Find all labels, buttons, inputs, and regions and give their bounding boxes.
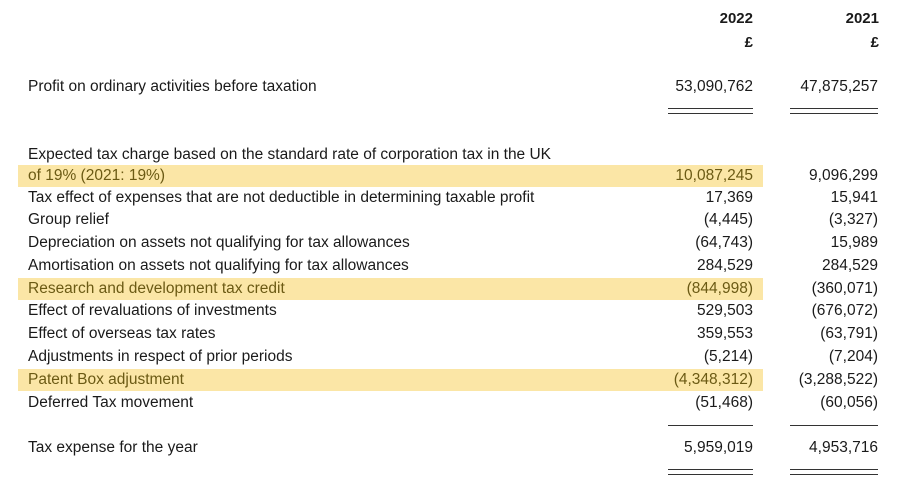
double-underline-2021 <box>790 469 878 475</box>
value-2021: (7,204) <box>828 348 878 365</box>
row-label: Deferred Tax movement <box>28 394 194 411</box>
value-2022: 5,959,019 <box>684 439 753 456</box>
row-label: Tax effect of expenses that are not deductible in determining taxable profit <box>28 189 535 206</box>
value-2021: 9,096,299 <box>809 167 878 184</box>
double-underline-2022 <box>668 469 753 475</box>
value-2021: (60,056) <box>820 394 878 411</box>
table-row <box>18 323 888 345</box>
row-label: Profit on ordinary activities before taxation <box>28 78 317 95</box>
value-2021: 15,989 <box>830 234 878 251</box>
row-label: Expected tax charge based on the standard rate of corporation tax in the UK <box>28 146 552 163</box>
value-2022: (4,348,312) <box>673 371 753 388</box>
row-label: Amortisation on assets not qualifying for tax allowances <box>28 257 409 274</box>
expected-tax-row <box>18 165 888 187</box>
value-2022: (844,998) <box>686 280 753 297</box>
value-2022: (4,445) <box>703 211 753 228</box>
table-row-highlighted <box>18 369 888 391</box>
row-label: Effect of revaluations of investments <box>28 302 277 319</box>
value-2022: (5,214) <box>703 348 753 365</box>
row-label: Group relief <box>28 211 109 228</box>
value-2021: 47,875,257 <box>800 78 878 95</box>
profit-before-tax-row <box>18 76 888 98</box>
value-2021: (360,071) <box>811 280 878 297</box>
row-label: Effect of overseas tax rates <box>28 325 216 342</box>
value-2022: 53,090,762 <box>675 78 753 95</box>
value-2021: (676,072) <box>811 302 878 319</box>
table-row <box>18 187 888 209</box>
value-2022: 359,553 <box>696 325 753 342</box>
value-2021: (63,791) <box>820 325 878 342</box>
row-label: Depreciation on assets not qualifying for tax allowances <box>28 234 410 251</box>
table-row <box>18 209 888 231</box>
row-label: of 19% (2021: 19%) <box>28 167 166 184</box>
subtotal-rule-2021 <box>790 425 878 426</box>
value-2022: 284,529 <box>696 257 753 274</box>
row-label: Adjustments in respect of prior periods <box>28 348 293 365</box>
value-2022: (51,468) <box>695 394 753 411</box>
table-row <box>18 255 888 277</box>
table-row <box>18 300 888 322</box>
value-2021: 284,529 <box>821 257 878 274</box>
value-2021: (3,327) <box>828 211 878 228</box>
table-row <box>18 346 888 368</box>
value-2021: 15,941 <box>830 189 878 206</box>
tax-expense-total-row <box>18 437 888 459</box>
value-2021: (3,288,522) <box>798 371 878 388</box>
currency-label-2021: £ <box>870 34 879 51</box>
table-row-highlighted <box>18 278 888 300</box>
expected-tax-row-line1 <box>18 144 888 166</box>
value-2022: 17,369 <box>705 189 753 206</box>
table-row <box>18 392 888 414</box>
value-2022: (64,743) <box>695 234 753 251</box>
column-header-2022: 2022 <box>719 10 753 27</box>
value-2022: 10,087,245 <box>675 167 753 184</box>
value-2021: 4,953,716 <box>809 439 878 456</box>
column-header-2021: 2021 <box>845 10 879 27</box>
value-2022: 529,503 <box>696 302 753 319</box>
row-label: Research and development tax credit <box>28 280 285 297</box>
row-label: Patent Box adjustment <box>28 371 184 388</box>
subtotal-rule-2022 <box>668 425 753 426</box>
double-underline-2021 <box>790 108 878 114</box>
row-label: Tax expense for the year <box>28 439 198 456</box>
currency-label-2022: £ <box>744 34 753 51</box>
double-underline-2022 <box>668 108 753 114</box>
table-row <box>18 232 888 254</box>
